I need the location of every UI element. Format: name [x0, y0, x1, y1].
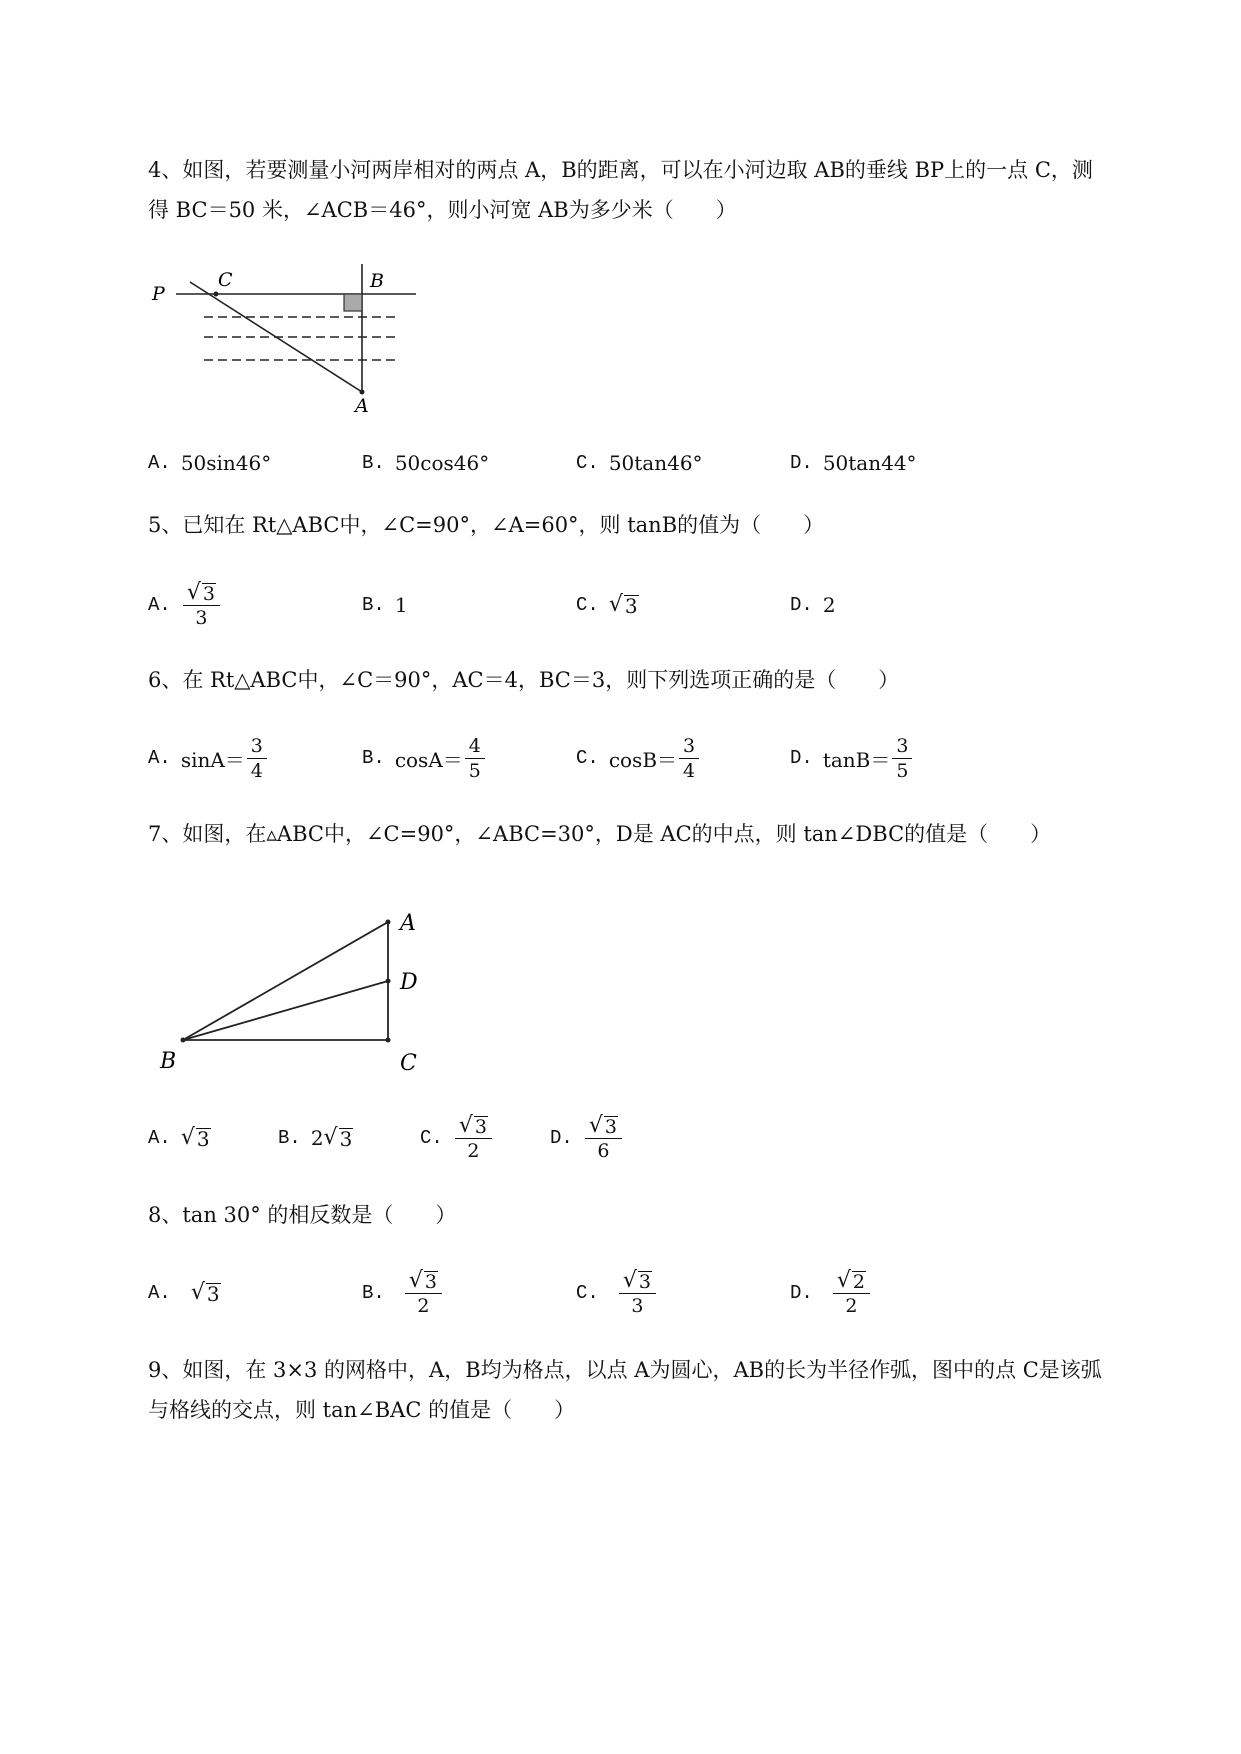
option-6c[interactable]: C. cosB＝ $\frac{3}{4}$ — [576, 728, 701, 788]
question-6-options — [148, 728, 1148, 788]
question-5-text: 5、已知在 Rt△ABC中，∠C=90°，∠A=60°，则 tanB的值为（ ） — [148, 513, 825, 537]
option-4d[interactable]: D. 50tan44° — [790, 451, 917, 475]
question-4-options — [148, 433, 1148, 493]
option-4c[interactable]: C. 50tan46° — [576, 451, 703, 475]
option-4b[interactable]: B. 50cos46° — [362, 451, 490, 475]
label-c: C — [400, 1051, 417, 1076]
option-5c[interactable]: C. √ 3 — [576, 592, 638, 618]
option-5a[interactable]: A. √ 3 3 — [148, 575, 222, 635]
question-4-line-1: 4、如图，若要测量小河两岸相对的两点 A，B的距离，可以在小河边取 AB的垂线 BP上的一点 C，测 — [148, 158, 1093, 182]
label-b: B — [160, 1049, 177, 1074]
question-6-text: 6、在 Rt△ABC中，∠C＝90°，AC＝4，BC＝3，则下列选项正确的是（ ） — [148, 668, 900, 692]
point-c — [386, 1038, 391, 1043]
question-9-line-1: 9、如图，在 3×3 的网格中，A，B均为格点，以点 A为圆心，AB的长为半径作弧，图中的点 C是该弧 — [148, 1358, 1102, 1382]
option-6b[interactable]: B. cosA＝ $\frac{4}{5}$ — [362, 728, 487, 788]
label-c: C — [218, 269, 233, 291]
option-7c[interactable]: C. √ 3 2 — [420, 1108, 494, 1168]
question-4-text — [148, 150, 1153, 230]
option-6d[interactable]: D. tanB＝ $\frac{3}{5}$ — [790, 728, 914, 788]
right-angle-mark — [344, 294, 362, 311]
label-a: A — [355, 395, 369, 417]
option-8c[interactable]: C. √ 3 3 — [576, 1263, 658, 1323]
option-8b[interactable]: B. √ 3 2 — [362, 1263, 444, 1323]
point-d — [386, 979, 391, 984]
segment-ba — [183, 922, 388, 1040]
label-d: D — [400, 970, 418, 995]
point-a — [360, 390, 365, 395]
river-figure — [148, 260, 428, 420]
question-7-options — [148, 1108, 1148, 1168]
question-7-text: 7、如图，在▵ABC中，∠C=90°，∠ABC=30°，D是 AC的中点，则 tan∠DBC的值是（ ） — [148, 822, 1052, 846]
question-8-options — [148, 1263, 1148, 1323]
option-7a[interactable]: A. √ 3 — [148, 1125, 210, 1151]
option-7d[interactable]: D. √ 3 6 — [550, 1108, 624, 1168]
fraction: √ 3 3 — [183, 582, 220, 629]
point-c — [214, 292, 219, 297]
sqrt: √ 3 — [608, 592, 638, 618]
option-5d[interactable]: D. 2 — [790, 593, 836, 617]
point-b — [181, 1038, 186, 1043]
label-a: A — [400, 911, 416, 936]
triangle-figure — [148, 900, 448, 1080]
option-5b[interactable]: B. 1 — [362, 593, 408, 617]
option-8d[interactable]: D. √ 2 2 — [790, 1263, 872, 1323]
segment-bd — [183, 981, 388, 1040]
label-p: P — [152, 283, 165, 305]
option-8a[interactable]: A. √ 3 — [148, 1280, 220, 1306]
option-7b[interactable]: B. 2 √ 3 — [278, 1125, 353, 1151]
point-a — [386, 920, 391, 925]
option-4a[interactable]: A. 50sin46° — [148, 451, 272, 475]
question-4-line-2: 得 BC＝50 米，∠ACB＝46°，则小河宽 AB为多少米（ ） — [148, 198, 737, 222]
question-9-line-2: 与格线的交点，则 tan∠BAC 的值是（ ） — [148, 1398, 576, 1422]
question-9-text — [148, 1350, 1153, 1430]
question-5-options — [148, 575, 1148, 635]
option-6a[interactable]: A. sinA＝ $\frac{3}{4}$ — [148, 728, 269, 788]
question-8-text: 8、tan 30° 的相反数是（ ） — [148, 1203, 457, 1227]
label-b: B — [370, 270, 384, 292]
